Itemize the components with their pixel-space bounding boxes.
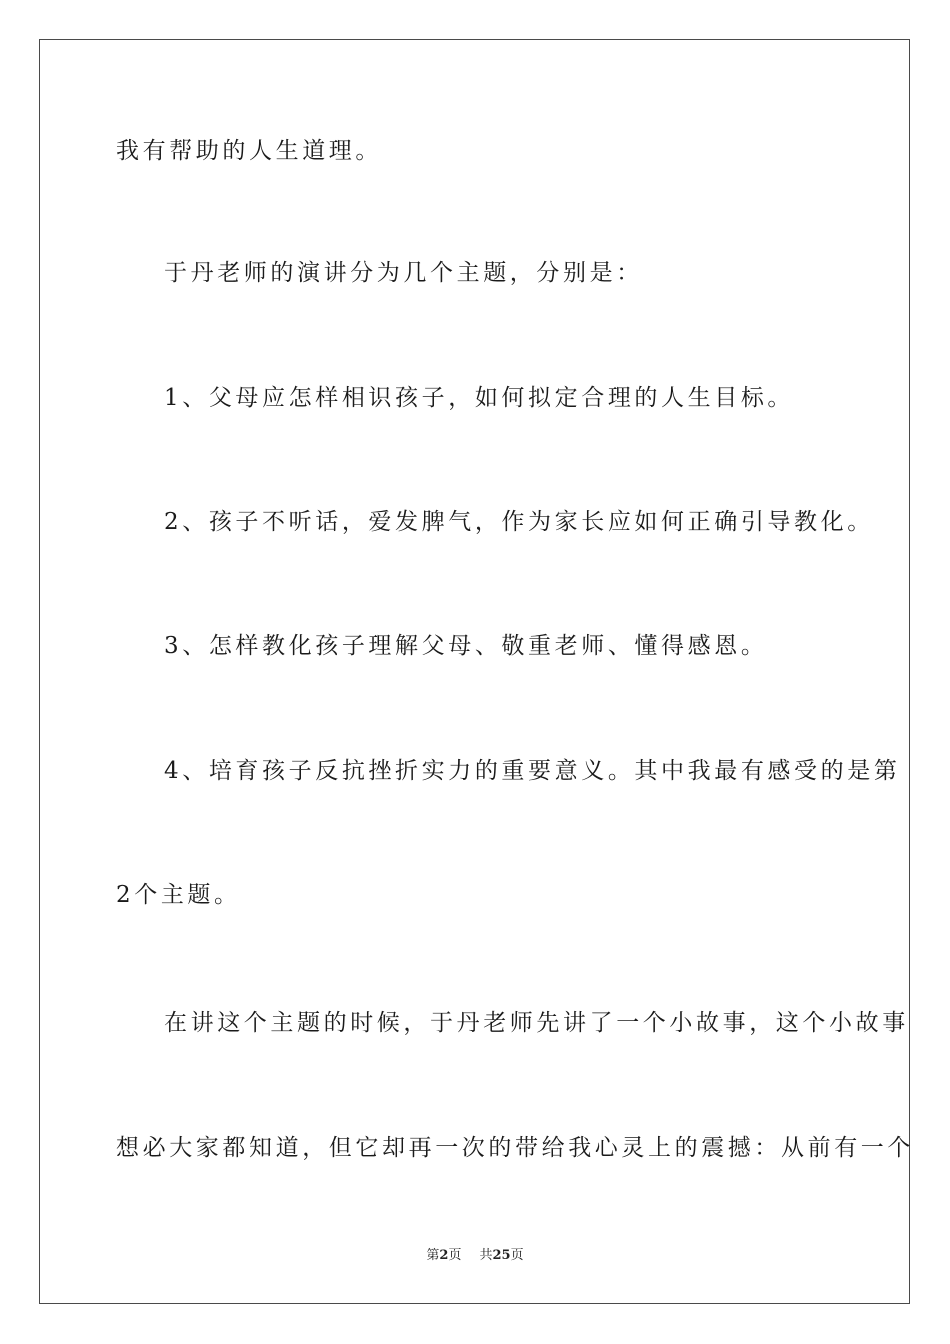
text-line-5: 3、怎样教化孩子理解父母、敬重老师、懂得感恩。 xyxy=(164,633,768,659)
text-line-1: 我有帮助的人生道理。 xyxy=(116,138,382,164)
page-label-prefix: 第 xyxy=(426,1248,440,1263)
page-number: 2 xyxy=(439,1248,449,1263)
text-line-8: 在讲这个主题的时候，于丹老师先讲了一个小故事，这个小故事 xyxy=(164,1010,909,1036)
text-line-2: 于丹老师的演讲分为几个主题，分别是： xyxy=(164,260,643,286)
total-label-prefix: 共 xyxy=(479,1248,493,1263)
text-line-3: 1、父母应怎样相识孩子，如何拟定合理的人生目标。 xyxy=(164,385,795,411)
text-line-4: 2、孩子不听话，爱发脾气，作为家长应如何正确引导教化。 xyxy=(164,509,874,535)
page-label-suffix: 页 xyxy=(448,1248,462,1263)
total-pages: 25 xyxy=(492,1248,511,1263)
page-footer xyxy=(0,1247,950,1265)
page-border xyxy=(39,39,910,1304)
total-label-suffix: 页 xyxy=(510,1248,524,1263)
text-line-9: 想必大家都知道，但它却再一次的带给我心灵上的震撼：从前有一个 xyxy=(116,1135,914,1161)
text-line-7: 2个主题。 xyxy=(116,882,241,908)
text-line-6: 4、培育孩子反抗挫折实力的重要意义。其中我最有感受的是第 xyxy=(164,758,901,784)
